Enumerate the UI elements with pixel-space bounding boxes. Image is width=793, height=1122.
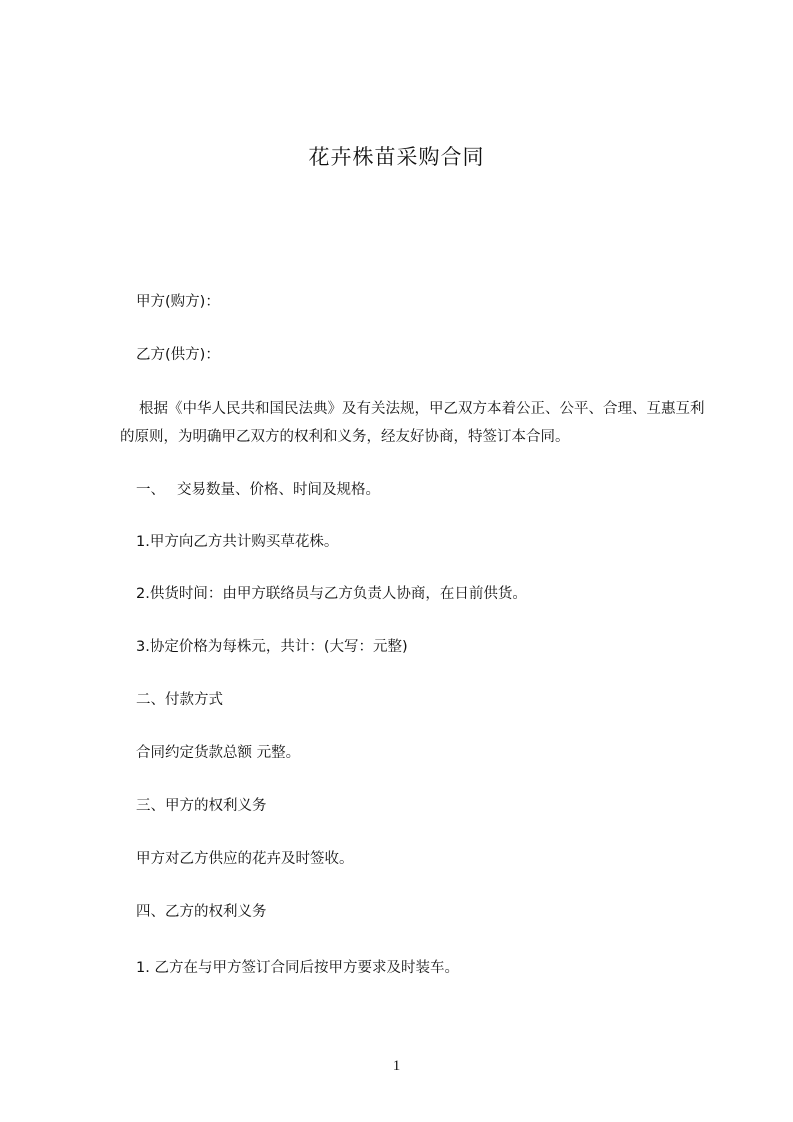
party-b-label: 乙方(供方)：: [136, 347, 220, 363]
section-1-title: 交易数量、价格、时间及规格。: [177, 482, 380, 498]
preamble-text: 根据《中华人民共和国民法典》及有关法规，甲乙双方本着公正、公平、合理、互惠互利的原则，为明确甲乙双方的权利和义务，经友好协商，特签订本合同。: [120, 401, 705, 445]
section-1-number: 一、: [136, 482, 165, 498]
section-1-item-1: 1.甲方向乙方共计购买草花株。: [136, 534, 339, 550]
preamble-paragraph: [120, 395, 710, 451]
party-a-label: 甲方(购方)：: [136, 294, 220, 310]
section-2-body: 合同约定货款总额 元整。: [136, 745, 301, 761]
section-1-heading: [136, 480, 380, 500]
section-4-item-1: 1. 乙方在与甲方签订合同后按甲方要求及时装车。: [136, 960, 459, 976]
section-3-body: 甲方对乙方供应的花卉及时签收。: [136, 851, 354, 867]
document-title: 花卉株苗采购合同: [308, 145, 485, 169]
section-1-item-2: 2.供货时间：由甲方联络员与乙方负责人协商，在日前供货。: [136, 586, 527, 602]
section-3-heading: 三、甲方的权利义务: [136, 798, 267, 814]
section-2-heading: 二、付款方式: [136, 692, 223, 708]
page-number: 1: [392, 1058, 401, 1074]
section-4-heading: 四、乙方的权利义务: [136, 904, 267, 920]
section-1-item-3: 3.协定价格为每株元，共计：(大写：元整): [136, 639, 408, 655]
